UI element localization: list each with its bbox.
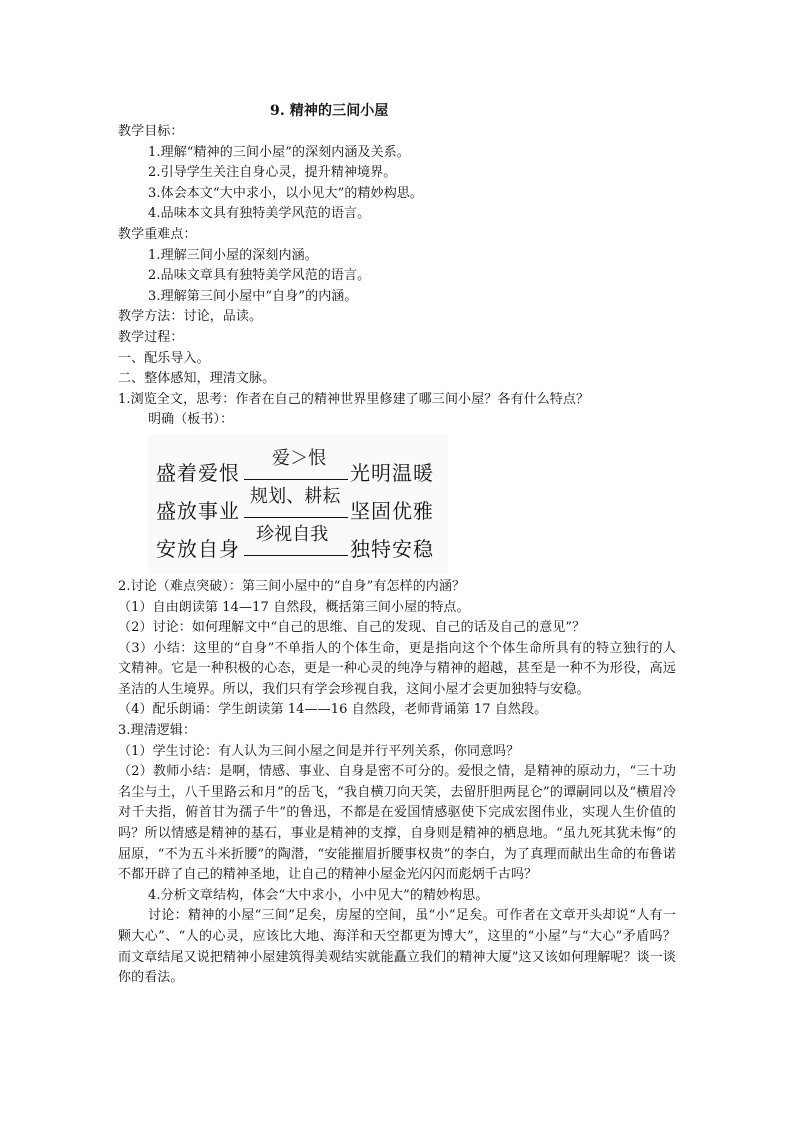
board-middle-3: 珍视自我 [256,523,329,545]
difficulty-item: 2.品味文章具有独特美学风范的语言。 [148,268,371,284]
board-middle-1: 爱＞恨 [272,447,327,469]
process-heading: 教学过程： [118,329,184,345]
question-3-summary: （2）教师小结：是啊，情感、事业、自身是密不可分的。爱恨之情，是精神的原动力，“三十功名尘与土，八千里路云和月”的岳飞，“我自横刀向天笑，去留肝胆两昆仑”的谭嗣同以及“横眉冷对千夫指，俯首甘为孺子牛”的鲁迅，不都是在爱国情感驱使下完成宏图伟业，实现人生价值的吗？所以情感是精神的基石，事业是精神的支撑，自身则是精神的栖息地。“虽九死其犹未悔”的屈原，“不为五斗米折腰”的陶潜，“安能摧眉折腰事权贵”的李白，为了真理而献出生命的布鲁诺不都开辟了自己的精神圣地，让自己的精神小屋金光闪闪而彪炳千古吗？ [118,764,676,883]
step-intro: 一、配乐导入。 [118,350,210,366]
board-connector-line [244,555,348,556]
question-3: 3.理清逻辑： [118,723,197,739]
board-connector-line [244,517,348,518]
board-middle-2: 规划、耕耘 [250,485,341,507]
difficulty-item: 3.理解第三间小屋中“自身”的内涵。 [148,288,358,304]
lesson-plan-page [118,100,676,989]
objective-item: 2.引导学生关注自身心灵，提升精神境界。 [148,165,397,181]
step-overview: 二、整体感知，理清文脉。 [118,371,276,387]
question-2-part-4: （4）配乐朗诵：学生朗读第 14——16 自然段，老师背诵第 17 自然段。 [118,702,548,718]
objective-item: 4.品味本文具有独特美学风范的语言。 [148,206,371,222]
board-left-2: 盛放事业 [156,498,240,523]
question-2-summary: （3）小结：这里的“自身”不单指人的个体生命，更是指向这个个体生命所具有的特立独行的人文精神。它是一种积极的心态，更是一种心灵的纯净与精神的超越，甚至是一种不为形役，高远圣洁的人生境界。所以，我们只有学会珍视自我，这间小屋才会更加独特与安稳。 [118,640,676,697]
question-2-part-1: （1）自由朗读第 14—17 自然段，概括第三间小屋的特点。 [118,599,470,615]
question-2-part-2: （2）讨论：如何理解文中“自己的思维、自己的发现、自己的话及自己的意见”？ [118,620,586,636]
teaching-method: 教学方法：讨论，品读。 [118,309,263,325]
board-intro: 明确（板书）： [148,412,234,428]
blackboard-diagram [148,435,448,575]
objectives-heading: 教学目标： [118,124,184,139]
difficulties-heading: 教学重难点： [118,226,197,242]
board-left-3: 安放自身 [156,536,240,561]
board-right-3: 独特安稳 [350,536,434,561]
board-right-2: 坚固优雅 [350,498,434,523]
question-4-discussion: 讨论：精神的小屋“三间”足矣，房屋的空间，虽“小”足矣。可作者在文章开头却说“人有一颗大心”、“人的心灵，应该比大地、海洋和天空都更为博大”，这里的“小屋”与“大心”矛盾吗？而文章结尾又说把精神小屋建筑得美观结实就能矗立我们的精神大厦”这又该如何理解呢？谈一谈你的看法。 [118,908,676,986]
question-2: 2.讨论（难点突破）：第三间小屋中的“自身”有怎样的内涵？ [118,578,466,594]
difficulty-item: 1.理解三间小屋的深刻内涵。 [148,247,318,263]
page-title: 9. 精神的三间小屋 [270,103,389,119]
objective-item: 3.体会本文“大中求小，以小见大”的精妙构思。 [148,185,423,201]
board-left-1: 盛着爱恨 [156,460,240,485]
board-right-1: 光明温暖 [350,460,434,485]
objective-item: 1.理解“精神的三间小屋”的深刻内涵及关系。 [148,144,410,160]
question-3-part-1: （1）学生讨论：有人认为三间小屋之间是并行平列关系，你同意吗？ [118,743,520,759]
question-1: 1.浏览全文，思考：作者在自己的精神世界里修建了哪三间小屋？各有什么特点？ [118,391,590,407]
board-connector-line [244,479,348,480]
question-4: 4.分析文章结构，体会“大中求小，小中见大”的精妙构思。 [148,887,489,903]
